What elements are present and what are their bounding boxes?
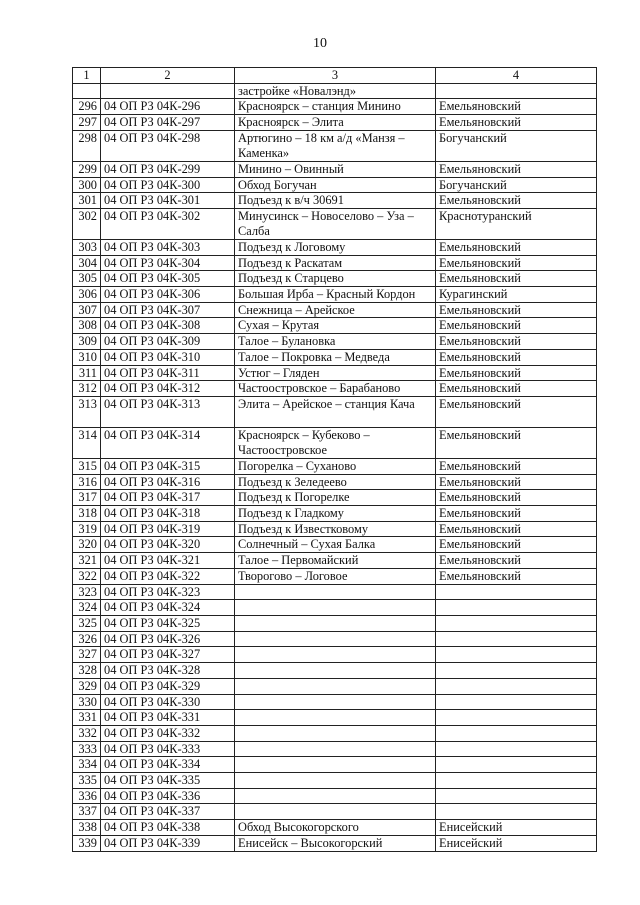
table-row — [73, 161, 597, 177]
table-row — [73, 193, 597, 209]
cell-code: 04 ОП РЗ 04К-315 — [101, 458, 235, 474]
cell-road-name: Погорелка – Суханово — [235, 458, 436, 474]
table-row — [73, 177, 597, 193]
cell-code: 04 ОП РЗ 04К-317 — [101, 490, 235, 506]
cell-road-name — [235, 773, 436, 789]
cell-code: 04 ОП РЗ 04К-309 — [101, 334, 235, 350]
table-row — [73, 349, 597, 365]
cell-number: 331 — [73, 710, 101, 726]
table-row — [73, 302, 597, 318]
table-row — [73, 506, 597, 522]
cell-district: Емельяновский — [436, 396, 597, 427]
cell-road-name: Частоостровское – Барабаново — [235, 381, 436, 397]
table-row — [73, 318, 597, 334]
cell-road-name: Подъезд к в/ч 30691 — [235, 193, 436, 209]
cell-district: Емельяновский — [436, 458, 597, 474]
cell-code: 04 ОП РЗ 04К-335 — [101, 773, 235, 789]
table-row — [73, 615, 597, 631]
cell-number: 315 — [73, 458, 101, 474]
cell-road-name: Подъезд к Погорелке — [235, 490, 436, 506]
cell-code: 04 ОП РЗ 04К-308 — [101, 318, 235, 334]
cell-district: Емельяновский — [436, 271, 597, 287]
table-row — [73, 99, 597, 115]
cell-number: 310 — [73, 349, 101, 365]
cell-road-name: Творогово – Логовое — [235, 568, 436, 584]
cell-road-name: Подъезд к Логовому — [235, 239, 436, 255]
cell-code: 04 ОП РЗ 04К-319 — [101, 521, 235, 537]
cell-code: 04 ОП РЗ 04К-301 — [101, 193, 235, 209]
cell-number: 301 — [73, 193, 101, 209]
cell-district — [436, 663, 597, 679]
cell-code: 04 ОП РЗ 04К-314 — [101, 427, 235, 458]
cell-number: 326 — [73, 631, 101, 647]
cell-road-name — [235, 757, 436, 773]
table-row — [73, 490, 597, 506]
cell-code: 04 ОП РЗ 04К-316 — [101, 474, 235, 490]
cell-code: 04 ОП РЗ 04К-304 — [101, 255, 235, 271]
cell-number: 327 — [73, 647, 101, 663]
table-row — [73, 678, 597, 694]
cell-road-name: Элита – Арейское – станция Кача — [235, 396, 436, 427]
column-header-4: 4 — [436, 68, 597, 84]
cell-number: 336 — [73, 788, 101, 804]
cell-road-name: Талое – Первомайский — [235, 553, 436, 569]
table-row — [73, 741, 597, 757]
cell-code: 04 ОП РЗ 04К-325 — [101, 615, 235, 631]
cell-district: Богучанский — [436, 177, 597, 193]
cell-road-name: Обход Высокогорского — [235, 820, 436, 836]
cell-district: Емельяновский — [436, 255, 597, 271]
cell-number: 311 — [73, 365, 101, 381]
table-row — [73, 239, 597, 255]
cell-road-name — [235, 710, 436, 726]
cell-road-name: Красноярск – Элита — [235, 115, 436, 131]
cell-district: Емельяновский — [436, 474, 597, 490]
cell-number: 309 — [73, 334, 101, 350]
cell-road-name: Большая Ирба – Красный Кордон — [235, 287, 436, 303]
cell-code: 04 ОП РЗ 04К-300 — [101, 177, 235, 193]
table-row — [73, 381, 597, 397]
cell-code: 04 ОП РЗ 04К-307 — [101, 302, 235, 318]
cell-road-name: застройке «Новалэнд» — [235, 83, 436, 99]
cell-number: 328 — [73, 663, 101, 679]
cell-code: 04 ОП РЗ 04К-303 — [101, 239, 235, 255]
cell-code — [101, 83, 235, 99]
table-row — [73, 757, 597, 773]
table-row — [73, 130, 597, 161]
cell-district: Енисейский — [436, 820, 597, 836]
cell-district — [436, 725, 597, 741]
table-row — [73, 553, 597, 569]
table-row — [73, 115, 597, 131]
cell-code: 04 ОП РЗ 04К-332 — [101, 725, 235, 741]
table-row — [73, 788, 597, 804]
cell-number: 324 — [73, 600, 101, 616]
cell-road-name: Минусинск – Новоселово – Уза – Салба — [235, 208, 436, 239]
table-row — [73, 365, 597, 381]
cell-code: 04 ОП РЗ 04К-296 — [101, 99, 235, 115]
cell-road-name: Обход Богучан — [235, 177, 436, 193]
cell-number: 321 — [73, 553, 101, 569]
cell-code: 04 ОП РЗ 04К-322 — [101, 568, 235, 584]
cell-district — [436, 83, 597, 99]
cell-road-name — [235, 663, 436, 679]
cell-code: 04 ОП РЗ 04К-324 — [101, 600, 235, 616]
cell-number: 308 — [73, 318, 101, 334]
cell-road-name: Подъезд к Раскатам — [235, 255, 436, 271]
table-row — [73, 600, 597, 616]
cell-district: Емельяновский — [436, 506, 597, 522]
cell-number: 322 — [73, 568, 101, 584]
table-row — [73, 584, 597, 600]
cell-district: Емельяновский — [436, 318, 597, 334]
cell-code: 04 ОП РЗ 04К-323 — [101, 584, 235, 600]
table-row — [73, 521, 597, 537]
cell-number: 325 — [73, 615, 101, 631]
cell-district — [436, 678, 597, 694]
cell-number: 319 — [73, 521, 101, 537]
cell-district: Емельяновский — [436, 490, 597, 506]
table-row — [73, 271, 597, 287]
table-row — [73, 334, 597, 350]
cell-code: 04 ОП РЗ 04К-333 — [101, 741, 235, 757]
cell-code: 04 ОП РЗ 04К-297 — [101, 115, 235, 131]
cell-road-name — [235, 788, 436, 804]
cell-code: 04 ОП РЗ 04К-331 — [101, 710, 235, 726]
cell-district: Емельяновский — [436, 365, 597, 381]
cell-code: 04 ОП РЗ 04К-330 — [101, 694, 235, 710]
cell-code: 04 ОП РЗ 04К-306 — [101, 287, 235, 303]
cell-road-name — [235, 725, 436, 741]
cell-number: 338 — [73, 820, 101, 836]
cell-district: Емельяновский — [436, 115, 597, 131]
table-row — [73, 255, 597, 271]
cell-district: Енисейский — [436, 835, 597, 851]
cell-road-name — [235, 584, 436, 600]
cell-number: 296 — [73, 99, 101, 115]
cell-district — [436, 804, 597, 820]
cell-road-name: Талое – Булановка — [235, 334, 436, 350]
cell-district: Емельяновский — [436, 427, 597, 458]
cell-code: 04 ОП РЗ 04К-318 — [101, 506, 235, 522]
cell-district: Емельяновский — [436, 239, 597, 255]
table-row — [73, 537, 597, 553]
cell-number: 312 — [73, 381, 101, 397]
cell-code: 04 ОП РЗ 04К-338 — [101, 820, 235, 836]
cell-number: 329 — [73, 678, 101, 694]
cell-road-name: Сухая – Крутая — [235, 318, 436, 334]
table-row — [73, 458, 597, 474]
cell-number: 335 — [73, 773, 101, 789]
cell-number: 307 — [73, 302, 101, 318]
table-row — [73, 396, 597, 427]
cell-district: Емельяновский — [436, 553, 597, 569]
table-row — [73, 773, 597, 789]
cell-road-name — [235, 804, 436, 820]
cell-code: 04 ОП РЗ 04К-326 — [101, 631, 235, 647]
cell-district: Емельяновский — [436, 537, 597, 553]
table-row — [73, 287, 597, 303]
cell-road-name: Устюг – Гляден — [235, 365, 436, 381]
cell-number: 314 — [73, 427, 101, 458]
cell-number: 316 — [73, 474, 101, 490]
cell-road-name — [235, 694, 436, 710]
table-row-continuation — [73, 83, 597, 99]
cell-road-name — [235, 615, 436, 631]
cell-number: 300 — [73, 177, 101, 193]
cell-district — [436, 694, 597, 710]
cell-road-name — [235, 600, 436, 616]
cell-code: 04 ОП РЗ 04К-329 — [101, 678, 235, 694]
cell-road-name: Красноярск – станция Минино — [235, 99, 436, 115]
cell-number: 334 — [73, 757, 101, 773]
cell-road-name: Подъезд к Старцево — [235, 271, 436, 287]
table-row — [73, 208, 597, 239]
table-row — [73, 631, 597, 647]
cell-code: 04 ОП РЗ 04К-305 — [101, 271, 235, 287]
table-row — [73, 820, 597, 836]
cell-district: Емельяновский — [436, 334, 597, 350]
cell-number: 333 — [73, 741, 101, 757]
cell-number: 330 — [73, 694, 101, 710]
cell-district — [436, 600, 597, 616]
cell-code: 04 ОП РЗ 04К-312 — [101, 381, 235, 397]
cell-code: 04 ОП РЗ 04К-337 — [101, 804, 235, 820]
cell-road-name: Енисейск – Высокогорский — [235, 835, 436, 851]
cell-road-name: Подъезд к Зеледеево — [235, 474, 436, 490]
roads-table — [72, 67, 597, 852]
cell-road-name: Талое – Покровка – Медведа — [235, 349, 436, 365]
cell-road-name: Подъезд к Гладкому — [235, 506, 436, 522]
cell-number: 318 — [73, 506, 101, 522]
cell-district — [436, 710, 597, 726]
cell-code: 04 ОП РЗ 04К-299 — [101, 161, 235, 177]
cell-district: Емельяновский — [436, 193, 597, 209]
cell-district: Емельяновский — [436, 161, 597, 177]
cell-district: Емельяновский — [436, 349, 597, 365]
cell-road-name: Красноярск – Кубеково – Частоостровское — [235, 427, 436, 458]
cell-number: 303 — [73, 239, 101, 255]
cell-number: 297 — [73, 115, 101, 131]
cell-number: 339 — [73, 835, 101, 851]
cell-code: 04 ОП РЗ 04К-334 — [101, 757, 235, 773]
cell-number: 317 — [73, 490, 101, 506]
cell-number: 298 — [73, 130, 101, 161]
table-row — [73, 835, 597, 851]
cell-district: Краснотуранский — [436, 208, 597, 239]
cell-code: 04 ОП РЗ 04К-302 — [101, 208, 235, 239]
cell-district: Курагинский — [436, 287, 597, 303]
cell-district — [436, 584, 597, 600]
cell-number: 320 — [73, 537, 101, 553]
cell-district: Емельяновский — [436, 302, 597, 318]
cell-road-name — [235, 631, 436, 647]
cell-code: 04 ОП РЗ 04К-327 — [101, 647, 235, 663]
cell-number: 323 — [73, 584, 101, 600]
table-row — [73, 647, 597, 663]
table-row — [73, 804, 597, 820]
cell-code: 04 ОП РЗ 04К-336 — [101, 788, 235, 804]
cell-road-name: Артюгино – 18 км а/д «Манзя – Каменка» — [235, 130, 436, 161]
page-number: 10 — [313, 36, 327, 51]
cell-district: Емельяновский — [436, 568, 597, 584]
cell-district — [436, 757, 597, 773]
cell-district — [436, 647, 597, 663]
cell-number: 304 — [73, 255, 101, 271]
cell-district: Емельяновский — [436, 521, 597, 537]
cell-road-name: Снежница – Арейское — [235, 302, 436, 318]
column-header-1: 1 — [73, 68, 101, 84]
table-row — [73, 725, 597, 741]
table-row — [73, 694, 597, 710]
cell-code: 04 ОП РЗ 04К-320 — [101, 537, 235, 553]
cell-code: 04 ОП РЗ 04К-313 — [101, 396, 235, 427]
cell-code: 04 ОП РЗ 04К-310 — [101, 349, 235, 365]
cell-district: Емельяновский — [436, 99, 597, 115]
cell-number — [73, 83, 101, 99]
cell-district — [436, 741, 597, 757]
cell-road-name: Минино – Овинный — [235, 161, 436, 177]
table-row — [73, 568, 597, 584]
table-row — [73, 663, 597, 679]
cell-code: 04 ОП РЗ 04К-298 — [101, 130, 235, 161]
cell-road-name: Солнечный – Сухая Балка — [235, 537, 436, 553]
cell-district — [436, 788, 597, 804]
cell-district: Емельяновский — [436, 381, 597, 397]
table-row — [73, 474, 597, 490]
cell-number: 337 — [73, 804, 101, 820]
cell-code: 04 ОП РЗ 04К-321 — [101, 553, 235, 569]
cell-district — [436, 773, 597, 789]
cell-number: 332 — [73, 725, 101, 741]
cell-code: 04 ОП РЗ 04К-328 — [101, 663, 235, 679]
cell-number: 305 — [73, 271, 101, 287]
cell-number: 299 — [73, 161, 101, 177]
cell-code: 04 ОП РЗ 04К-339 — [101, 835, 235, 851]
cell-road-name: Подъезд к Известковому — [235, 521, 436, 537]
table-row — [73, 710, 597, 726]
column-header-3: 3 — [235, 68, 436, 84]
cell-number: 313 — [73, 396, 101, 427]
cell-district: Богучанский — [436, 130, 597, 161]
cell-code: 04 ОП РЗ 04К-311 — [101, 365, 235, 381]
cell-road-name — [235, 741, 436, 757]
table-header-row — [73, 68, 597, 84]
column-header-2: 2 — [101, 68, 235, 84]
cell-road-name — [235, 647, 436, 663]
cell-road-name — [235, 678, 436, 694]
cell-number: 302 — [73, 208, 101, 239]
cell-number: 306 — [73, 287, 101, 303]
table-row — [73, 427, 597, 458]
cell-district — [436, 631, 597, 647]
cell-district — [436, 615, 597, 631]
